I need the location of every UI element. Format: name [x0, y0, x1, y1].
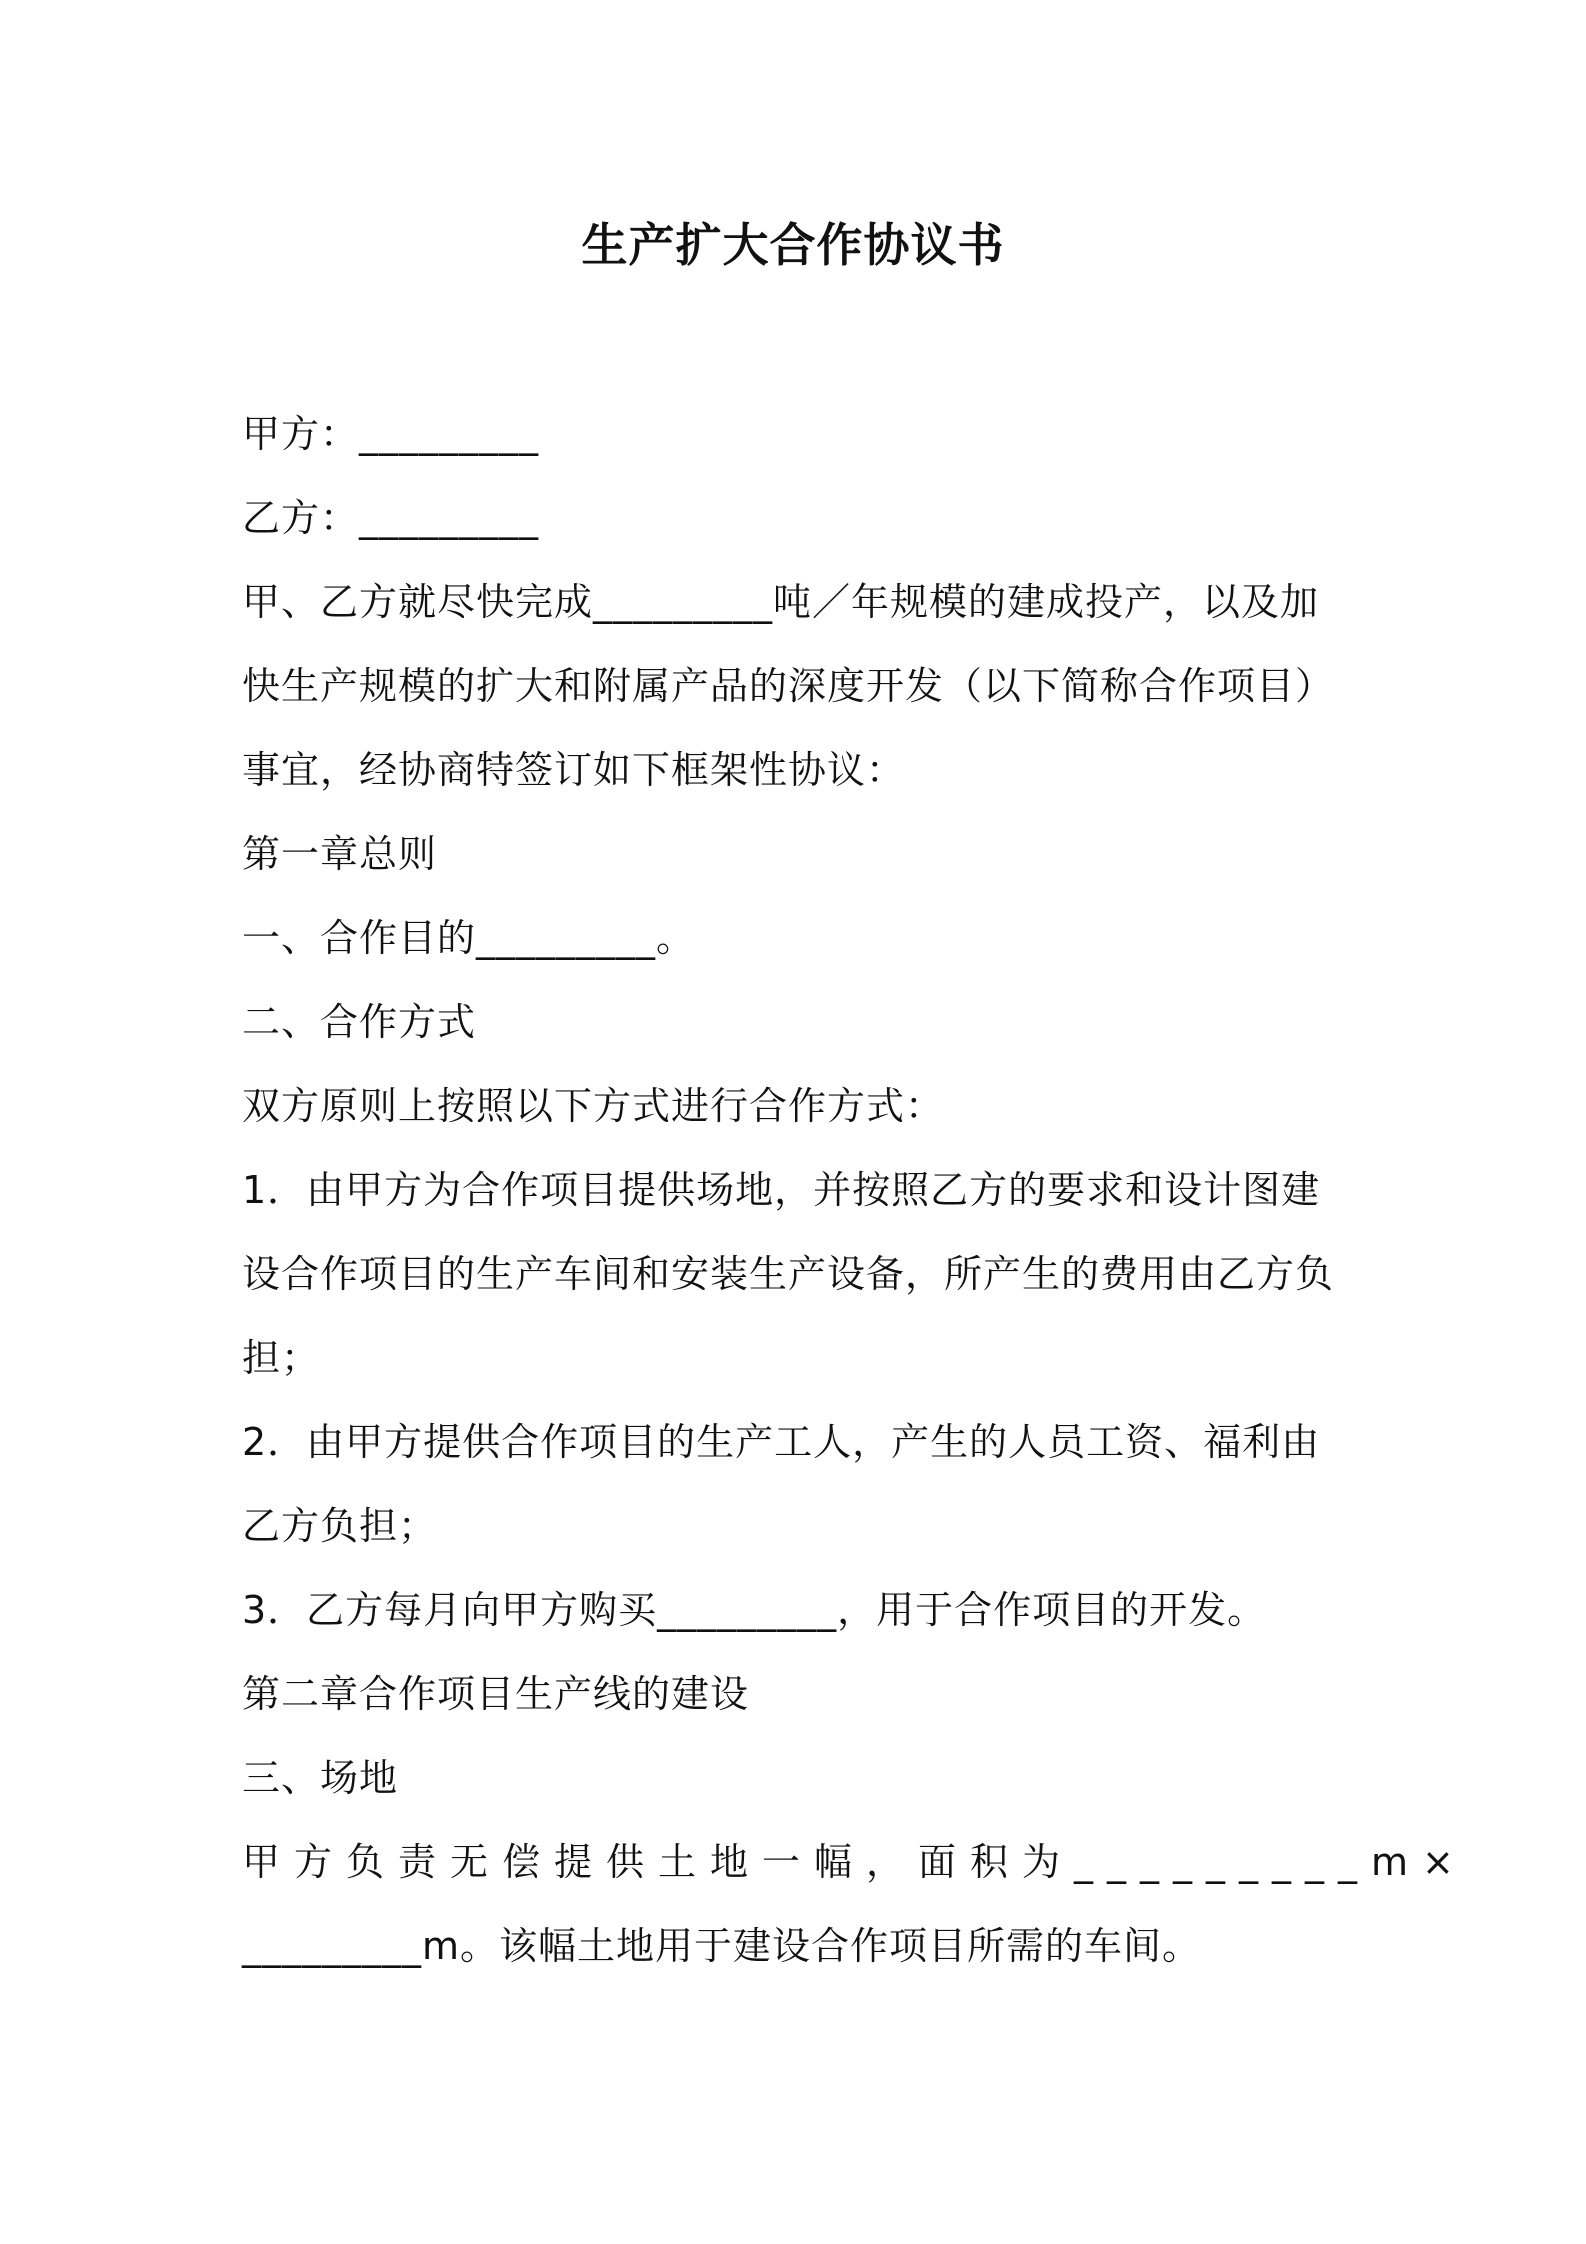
preamble-line-1: 甲、乙方就尽快完成_________吨／年规模的建成投产，以及加 [242, 580, 1320, 624]
preamble-line-2: 快生产规模的扩大和附属产品的深度开发（以下简称合作项目） [242, 664, 1335, 708]
party-b-line: 乙方：_________ [242, 496, 540, 540]
clause-1-line-1: 1．由甲方为合作项目提供场地，并按照乙方的要求和设计图建 [242, 1168, 1321, 1212]
section-3-line-1: 甲方负责无偿提供土地一幅，面积为_________m× [242, 1840, 1468, 1884]
clause-2-line-1: 2．由甲方提供合作项目的生产工人，产生的人员工资、福利由 [242, 1420, 1321, 1464]
section-2-intro: 双方原则上按照以下方式进行合作方式： [242, 1084, 945, 1128]
section-3-line-2: _________m。该幅土地用于建设合作项目所需的车间。 [242, 1924, 1202, 1968]
document-title: 生产扩大合作协议书 [581, 218, 1005, 272]
section-3-heading: 三、场地 [242, 1756, 399, 1800]
preamble-line-3: 事宜，经协商特签订如下框架性协议： [242, 748, 906, 792]
party-a-line: 甲方：_________ [242, 412, 540, 456]
clause-2-line-2: 乙方负担； [242, 1504, 438, 1548]
chapter-2-heading: 第二章合作项目生产线的建设 [242, 1672, 750, 1716]
chapter-1-heading: 第一章总则 [242, 832, 438, 876]
clause-1-line-2: 设合作项目的生产车间和安装生产设备，所产生的费用由乙方负 [242, 1252, 1335, 1296]
clause-3-line: 3．乙方每月向甲方购买_________，用于合作项目的开发。 [242, 1588, 1267, 1632]
section-2-heading: 二、合作方式 [242, 1000, 477, 1044]
section-1-purpose: 一、合作目的_________。 [242, 916, 696, 960]
clause-1-line-3: 担； [242, 1336, 321, 1380]
